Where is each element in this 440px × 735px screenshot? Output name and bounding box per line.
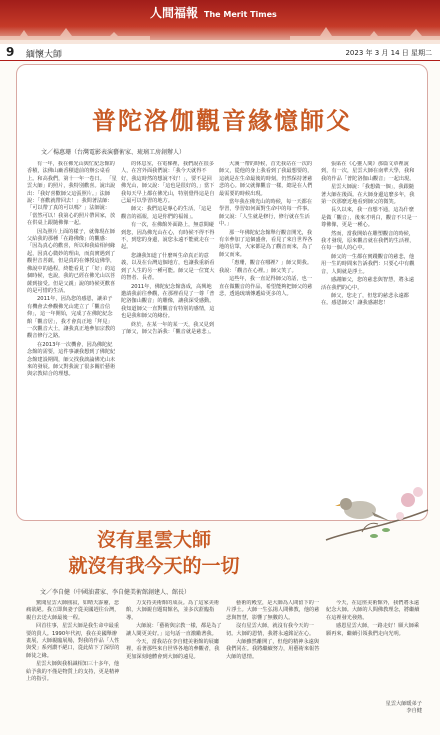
- paragraph: 感恩星雲大師，一路走好！願大師乘願再來，繼續引領我們走向光明。: [326, 623, 420, 637]
- paragraph: 大師說：「藝術與宗教一樣，都是為了讓人間更美好。」這句話一直激勵著我。: [126, 623, 222, 637]
- paragraph: 師父的一生都在實踐觀音的慈悲，他用一生的時間來告訴我們：只要心中有觀音，人間就是淨土。: [321, 253, 415, 275]
- paragraph: 張貼在《心靈人間》那篇文章裡說到，有一次，星雲大師在南華大學，我和我的作品「普陀洛伽山觀音」一起出現。: [321, 161, 415, 182]
- section-name: 緬懷大師: [26, 50, 63, 60]
- article2-column-4: [326, 600, 422, 696]
- paragraph: 當年我在佛光山的時候，每一天都在學習，學習如何面對生命中的每一件事。師父說：「人生就是修行，修行就在生活中。」: [219, 199, 313, 228]
- paragraph: 有一年，我在佛光山與忙紀念館的香積，法佛山廠香積道前的辦公桌看上。和高我們，第十一年一卷日。 「星雲大師」的照片，我特別歡喜。說出說出：「我好喜歡師父這張照片。」法師說：「喜歡就帶回去！」我問著法師：「可以帶了真的可以嗎？」法師說：「當然可以！我第心的照片帶回家，放在供桌上跟隨佛像一起。: [27, 161, 117, 227]
- paragraph: 師父，您走了，但您的慈悲永遠都在。感恩師父！讓我感謝您！: [321, 292, 409, 307]
- article2-column-3: [226, 600, 322, 718]
- paragraph: 星雲大師說：「我想做一個」，我跟隨著大師在後面。在大師身邊這麼多年，我第一次那麼近地看到師父的微笑。: [321, 184, 415, 206]
- paragraph: 有一次，在佛館外面路上，無意間碰到您，因為佛光山在心，有時候不得不得不，到您的身邊，說您永遠不能就走在一起。: [121, 222, 215, 251]
- paragraph: 的休息室，在電梯裡，我們說在很多人，在宮外面我們說：「我今天就得不好，我這時然的想說不好！」，要不是回佛光山，師父說：「這也是很好的，」當下我每天早上都在佛光山，特別覺得這是自己最可以學習的地方。: [121, 161, 215, 205]
- paragraph: 今天，當我站在李自健美術館的展廳裡，看著那些來自世界各地的參觀者，我更加深刻地體會到大師的遠見。: [126, 639, 220, 660]
- paragraph: 大師雖然離開了，但他的精神永遠與我們同在。我將繼續努力，用藝術來報答大師的恩情。: [226, 639, 320, 660]
- article1-column-3: [219, 161, 317, 513]
- article1-byline: 文／楊惠珊（台灣電影表演藝術家、琉璃工房創辦人）: [41, 149, 186, 156]
- paragraph: 在2013年一次機會，因為佛陀紀念館的需要，這件事讓我想到了佛陀紀念館建設期間，師父找我談論佛光山未來的發展。師父對我說了很多關於藝術與宗教結合的理想。: [27, 341, 116, 378]
- paragraph: 因為照片上面的樣子，就像現在師父給我的那種「在路佛像」的觀感：「因為真心的歡喜，所以和我給相何緣起，因真心微妙的理由，而真實遇到了觀世音菩薩，但是真的在傳授這佛學，佛說中的過程，終能看見了「好」的這個時候，也說，我的已經在佛光山以菩薩到接受。但是父親」說的時候更歡喜的是可惜的生活。: [27, 228, 116, 294]
- article2-title-line-2: 就沒有我今天的一切: [68, 555, 240, 577]
- article2-title-line-1: 沒有星雲大師: [96, 529, 211, 551]
- paragraph: 這些年，我一直記得師父的話，也一直在做觀音的作品，希望能夠把師父的慈悲，透過琉璃傳遞給更多的人。: [219, 276, 313, 297]
- article2-column-2: [126, 600, 222, 718]
- article2-signature: [326, 700, 422, 714]
- article1-column-1: [27, 161, 117, 513]
- paragraph: 長久以來，我一直想不通，這為什麼是做「觀音」，後來才明白，觀音不只是一尊佛像，更是一種心。: [321, 207, 417, 229]
- paragraph: 「惠珊，觀音在哪裡？」師父問我。我說：「觀音在心裡。」師父笑了。: [219, 260, 313, 274]
- paragraph: 師父：我們這是專心的生活，「這是觀音的福報，這是你們的福報」。: [121, 206, 212, 220]
- paragraph: 驚聞星雲大師圓寂，如晴天霹靂，悲痛欲絕。我立即與妻子從美國趕往台灣，親自去送大師最後一程。: [26, 600, 120, 621]
- paragraph: 藝術的殿堂，是大師為人間留下的一片淨土。大師一生弘揚人間佛教，他的慈悲與智慧，影響了無數的人。: [226, 600, 320, 621]
- paragraph: 2011年，因為您的感恩，讓弟子有機會去參觀佛光山建立了「觀音信仰」，這一年開始，完成了在佛陀紀念館「觀音居」，我才會真正地「拜見」一次觀音大士，讓我真正地參加宗教的觀音修行之路。: [27, 296, 116, 340]
- bird-on-branch-illustration: [322, 470, 432, 550]
- paragraph: 回首往事，星雲大師是我生命中最重要的貴人。1990年代初，我在美國舉辦畫展，大師親臨展場，對我的作品「人性與愛」系列讚不絕口，從此結下了深厚的師徒之緣。: [26, 623, 120, 659]
- paragraph: 感謝師父，您的慈悲與智慧，將永遠活在我們的心中。: [321, 277, 415, 291]
- paragraph: 力支持美術館的成長。為了這家美術館，大師親自題寫館名，並多次蒞臨指導。: [126, 600, 220, 621]
- paragraph: 沒有星雲大師，就沒有我今天的一切。大師的恩情，我將永遠銘記在心。: [226, 623, 315, 637]
- masthead-title: [150, 4, 277, 21]
- paragraph: 2011年，佛陀紀念館落成，高興地邀請我前往參觀，在那裡看見了一尊「普陀洛伽山觀音」的雕像，讓我深受感動。我知道師父一直對觀音有特別的感情，這也是我和師父的緣份。: [121, 283, 215, 320]
- page-header-bar: [0, 44, 440, 61]
- masthead-english: The Merit Times: [204, 10, 277, 19]
- masthead-chinese: 人間福報: [150, 6, 199, 20]
- paragraph: 那一年佛陀紀念館舉行觀音開光，我有幸參加了這個盛會，看見了來自世界各地的信眾，大家都是為了觀音而來，為了師父而來。: [219, 229, 313, 258]
- article1-column-2: [121, 161, 215, 513]
- paragraph: 然而，當我開始在雕塑觀音的時候，我才發現，原來觀音就在我們的生活裡，在每一個人的心中。: [321, 230, 415, 252]
- article2-byline: 文／李自健（中國油畫家、李自健美術館創建人、館長）: [40, 589, 191, 596]
- signature-line: 星雲大師暖弟子: [385, 701, 422, 707]
- issue-date: 2023 年 3 月 14 日 星期二: [345, 49, 432, 57]
- article-frame: [16, 64, 428, 521]
- paragraph: 星雲大師與我相識相知三十多年，他給予我的不僅是物質上的支持，更是精神上的指引。: [26, 661, 120, 683]
- signature-name: 李自健: [406, 708, 422, 714]
- article1-column-4: [321, 161, 419, 513]
- temple-skyline-decoration: [0, 22, 440, 44]
- article1-title: 普陀洛伽觀音緣憶師父: [92, 107, 352, 135]
- paragraph: 大溪一帶的時候，首先我站在一次的師父，從他的身上我看到了我最想要的，這就是在生命最後的時刻，仍然保持著慈悲的心。師父就像觀音一樣，總是在人們最需要的時候出現。: [219, 161, 313, 197]
- paragraph: 您讓我知道了什麼叫生命真正的意義，以及在台灣這個地方，也讓我重新看到了人生的另一種可能。師父是一位寬大的智者、長者。: [121, 252, 215, 282]
- page-number: 9: [6, 45, 15, 59]
- paragraph: 今天，在這座美術館外，我們將永遠紀念大師。大師的人間佛教理念，將繼續在這裡發光發熱。: [326, 600, 420, 621]
- masthead-banner: [0, 0, 440, 44]
- paragraph: 終於，在某一年的某一天，我又見到了師父，師父告訴我：「觀音就是慈悲」。: [121, 321, 215, 335]
- article2-column-1: [26, 600, 122, 718]
